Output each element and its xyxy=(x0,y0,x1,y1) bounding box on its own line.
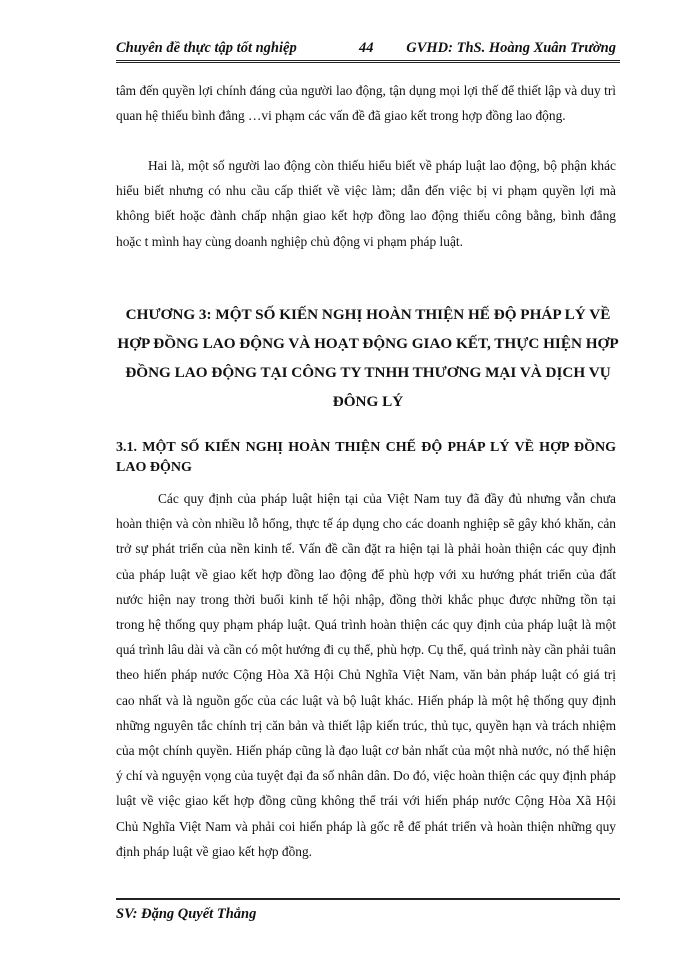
document-title: Chuyên đề thực tập tốt nghiệp xyxy=(116,40,297,56)
paragraph-section-body: Các quy định của pháp luật hiện tại của Việt Nam tuy đã đầy đủ nhưng vẫn chưa hoàn thiện và còn nhiều lỗ hổng, thực tế áp dụng cho các doanh nghiệp sẽ gây khó khăn, cản trở sự phát triển của nền kinh tế. Vấn đề cần đặt ra hiện tại là phải hoàn thiện các quy định của pháp luật về giao kết hợp đồng lao động để phù hợp với xu hướng phát triển của đất nước hiện nay trong thời buổi kinh tế hội nhập, đồng thời khắc phục được những tồn tại trong hệ thống quy phạm pháp luật. Quá trình hoàn thiện các quy định của pháp luật là một quá trình lâu dài và cần có một hướng đi cụ thể, phù hợp. Cụ thể, quá trình này cần phải tuân theo hiến pháp nước Cộng Hòa Xã Hội Chủ Nghĩa Việt Nam, văn bản pháp luật có giá trị cao nhất và là nguồn gốc của các luật và bộ luật khác. Hiến pháp là một hệ thống quy định những nguyên tắc chính trị căn bản và thiết lập kiến trúc, thủ tục, quyền hạn và trách nhiệm của một chính quyền. Hiến pháp cũng là đạo luật cơ bản nhất của một nhà nước, nó thể hiện ý chí và nguyện vọng của tuyệt đại đa số nhân dân. Do đó, việc hoàn thiện các quy định pháp luật về việc giao kết hợp đồng cũng không thể trái với hiến pháp nước Cộng Hòa Xã Hội Chủ Nghĩa Việt Nam và phải coi hiến pháp là gốc rễ để phát triển và hoàn thiện những quy định pháp luật về giao kết hợp đồng. xyxy=(116,491,616,859)
student-name: SV: Đặng Quyết Thắng xyxy=(116,906,257,922)
paragraph-second-point: Hai là, một số người lao động còn thiếu hiểu biết về pháp luật lao động, bộ phận khác hiểu biết nhưng có nhu cầu cấp thiết về việc làm; dẫn đến việc bị vi phạm quyền lợi mà không biết hoặc đành chấp nhận giao kết hợp đồng lao động thiếu công bằng, bình đẳng hoặc t mình hay cùng doanh nghiệp chủ động vi phạm pháp luật. xyxy=(116,158,616,249)
supervisor-name: GVHD: ThS. Hoàng Xuân Trường xyxy=(406,40,616,56)
page-header xyxy=(116,38,620,63)
section-heading: 3.1. MỘT SỐ KIẾN NGHỊ HOÀN THIỆN CHẾ ĐỘ PHÁP LÝ VỀ HỢP ĐỒNG LAO ĐỘNG xyxy=(116,440,616,475)
page-number: 44 xyxy=(359,40,374,56)
paragraph-continuation: tâm đến quyền lợi chính đáng của người lao động, tận dụng mọi lợi thế để thiết lập và duy trì quan hệ thiếu bình đẳng …vi phạm các vấn đề đã giao kết trong hợp đồng lao động. xyxy=(116,83,616,124)
chapter-title: CHƯƠNG 3: MỘT SỐ KIẾN NGHỊ HOÀN THIỆN HẾ ĐỘ PHÁP LÝ VỀ HỢP ĐỒNG LAO ĐỘNG VÀ HOẠT ĐỘNG GIAO KẾT, THỰC HIỆN HỢP ĐỒNG LAO ĐỘNG TẠI CÔNG TY TNHH THƯƠNG MẠI VÀ DỊCH VỤ ĐÔNG LÝ xyxy=(117,306,619,410)
page-footer xyxy=(116,898,620,923)
